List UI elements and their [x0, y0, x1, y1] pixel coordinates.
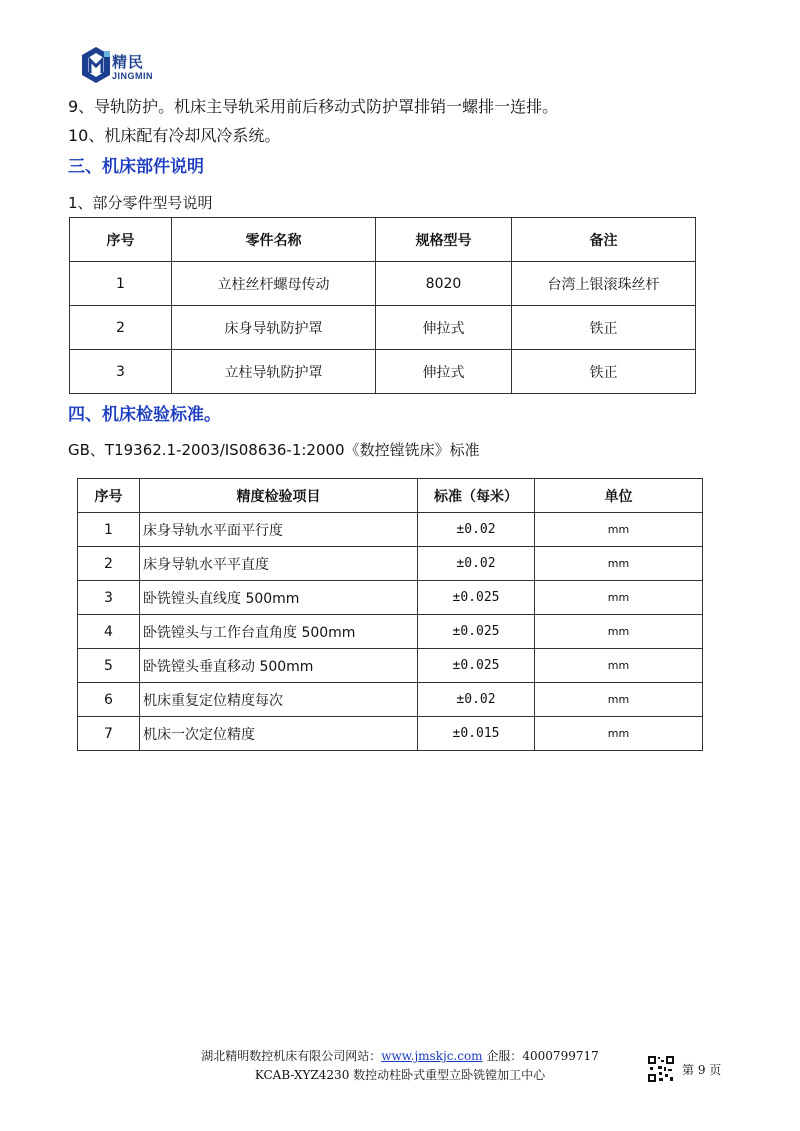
table-row [70, 306, 696, 350]
cell: 立柱导轨防护罩 [172, 350, 376, 394]
cell: 2 [70, 306, 172, 350]
section-3-subtitle: 1、部分零件型号说明 [68, 194, 213, 212]
cell: 伸拉式 [376, 350, 512, 394]
cell: 机床一次定位精度 [140, 717, 418, 751]
col-header: 单位 [535, 479, 703, 513]
cell: 床身导轨防护罩 [172, 306, 376, 350]
parts-table [69, 217, 696, 394]
cell: ±0.02 [418, 683, 535, 717]
table-row [70, 262, 696, 306]
table-row [78, 615, 703, 649]
page-number: 第 9 页 [682, 1063, 722, 1077]
cell: ±0.02 [418, 547, 535, 581]
cell: 床身导轨水平面平行度 [140, 513, 418, 547]
cell: ±0.02 [418, 513, 535, 547]
cell: mm [535, 615, 703, 649]
cell: 立柱丝杆螺母传动 [172, 262, 376, 306]
footer-contact [0, 1047, 800, 1064]
standard-reference: GB、T19362.1-2003/IS08636-1:2000《数控镗铣床》标准 [68, 441, 480, 459]
table-row [78, 513, 703, 547]
cell: ±0.025 [418, 649, 535, 683]
cell: mm [535, 649, 703, 683]
cell: 铁正 [512, 306, 696, 350]
table-row [78, 547, 703, 581]
col-header: 规格型号 [376, 218, 512, 262]
col-header: 序号 [78, 479, 140, 513]
footer-website-link[interactable]: www.jmskjc.com [381, 1049, 483, 1063]
table-row [70, 350, 696, 394]
cell: mm [535, 547, 703, 581]
cell: 伸拉式 [376, 306, 512, 350]
cell: 5 [78, 649, 140, 683]
cell: 台湾上银滚珠丝杆 [512, 262, 696, 306]
cell: 3 [70, 350, 172, 394]
cell: mm [535, 717, 703, 751]
cell: 7 [78, 717, 140, 751]
item-9: 9、导轨防护。机床主导轨采用前后移动式防护罩排销一螺排一连排。 [68, 97, 559, 116]
table-header-row [78, 479, 703, 513]
qr-code-icon [647, 1055, 675, 1083]
col-header: 精度检验项目 [140, 479, 418, 513]
table-row [78, 581, 703, 615]
cell: 2 [78, 547, 140, 581]
footer-company: 湖北精明数控机床有限公司网站： [201, 1049, 382, 1063]
footer-service: 企服：4000799717 [482, 1049, 599, 1063]
cell: 8020 [376, 262, 512, 306]
cell: 卧铣镗头与工作台直角度 500mm [140, 615, 418, 649]
cell: ±0.025 [418, 581, 535, 615]
cell: mm [535, 683, 703, 717]
col-header: 标准（每米） [418, 479, 535, 513]
cell: 1 [70, 262, 172, 306]
cell: ±0.015 [418, 717, 535, 751]
cell: 4 [78, 615, 140, 649]
logo-name-en: JINGMIN [112, 71, 154, 81]
col-header: 零件名称 [172, 218, 376, 262]
col-header: 备注 [512, 218, 696, 262]
cell: 3 [78, 581, 140, 615]
cell: 1 [78, 513, 140, 547]
col-header: 序号 [70, 218, 172, 262]
inspection-table [77, 478, 703, 751]
section-3-title: 三、机床部件说明 [68, 157, 204, 177]
cell: 卧铣镗头垂直移动 500mm [140, 649, 418, 683]
cell: 床身导轨水平平直度 [140, 547, 418, 581]
table-row [78, 683, 703, 717]
table-row [78, 717, 703, 751]
table-header-row [70, 218, 696, 262]
cell: 卧铣镗头直线度 500mm [140, 581, 418, 615]
cell: mm [535, 513, 703, 547]
item-10: 10、机床配有冷却风冷系统。 [68, 126, 281, 145]
cell: 6 [78, 683, 140, 717]
cell: mm [535, 581, 703, 615]
section-4-title: 四、机床检验标准。 [68, 405, 221, 425]
cell: ±0.025 [418, 615, 535, 649]
cell: 铁正 [512, 350, 696, 394]
logo-name-cn: 精民 [112, 53, 145, 71]
cell: 机床重复定位精度每次 [140, 683, 418, 717]
footer-model: KCAB-XYZ4230 数控动柱卧式重型立卧铣镗加工中心 [254, 1068, 546, 1082]
table-row [78, 649, 703, 683]
